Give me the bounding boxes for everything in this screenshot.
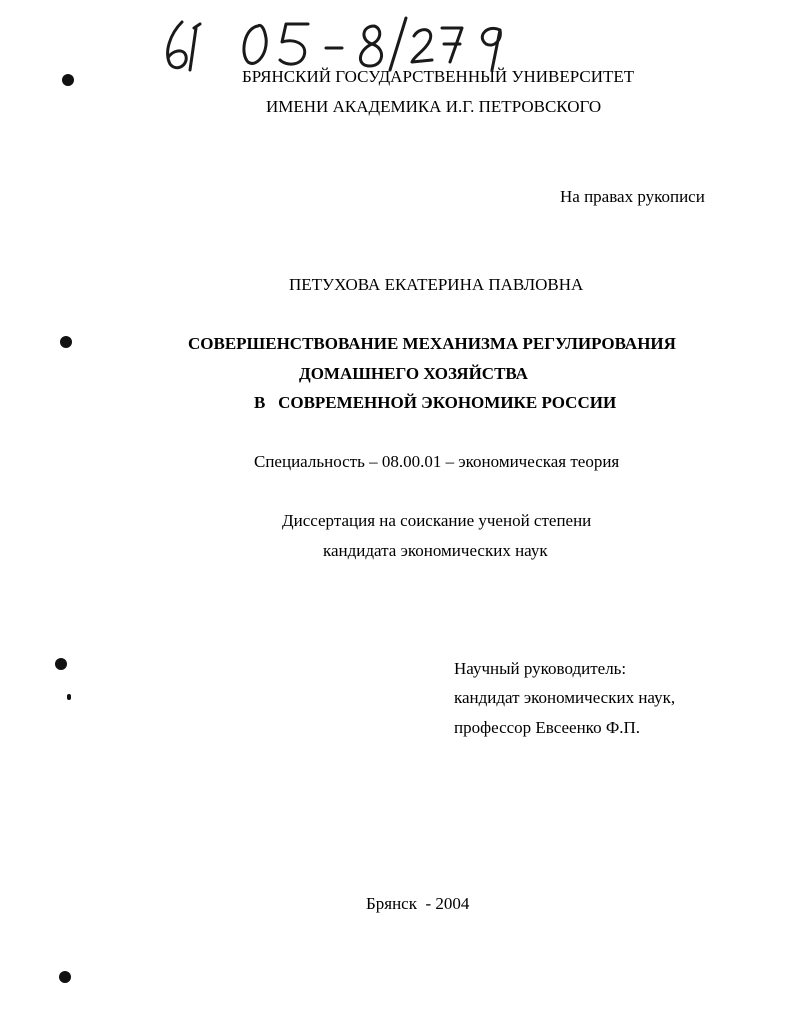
supervisor-degree: кандидат экономических наук,	[454, 688, 676, 707]
supervisor-label: Научный руководитель:	[454, 659, 627, 678]
university-name-line2: ИМЕНИ АКАДЕМИКА И.Г. ПЕТРОВСКОГО	[266, 97, 602, 116]
rights-note: На правах рукописи	[560, 187, 705, 206]
specialty: Специальность – 08.00.01 – экономическая теория	[254, 452, 620, 471]
author-name: ПЕТУХОВА ЕКАТЕРИНА ПАВЛОВНА	[289, 275, 584, 294]
binder-hole-mark	[67, 694, 71, 700]
thesis-title-line1: СОВЕРШЕНСТВОВАНИЕ МЕХАНИЗМА РЕГУЛИРОВАНИЯ	[188, 334, 676, 353]
dissertation-purpose-line1: Диссертация на соискание ученой степени	[282, 511, 592, 530]
handwritten-archive-number	[160, 14, 520, 74]
binder-hole-mark	[62, 74, 74, 86]
binder-hole-mark	[60, 336, 72, 348]
place-and-year: Брянск - 2004	[366, 894, 470, 913]
thesis-title-line3: В СОВРЕМЕННОЙ ЭКОНОМИКЕ РОССИИ	[254, 393, 617, 412]
university-name-line1: БРЯНСКИЙ ГОСУДАРСТВЕННЫЙ УНИВЕРСИТЕТ	[242, 67, 635, 86]
binder-hole-mark	[55, 658, 67, 670]
dissertation-purpose-line2: кандидата экономических наук	[323, 541, 548, 560]
binder-hole-mark	[59, 971, 71, 983]
thesis-title-line2: ДОМАШНЕГО ХОЗЯЙСТВА	[299, 364, 528, 383]
supervisor-name: профессор Евсеенко Ф.П.	[454, 718, 641, 737]
